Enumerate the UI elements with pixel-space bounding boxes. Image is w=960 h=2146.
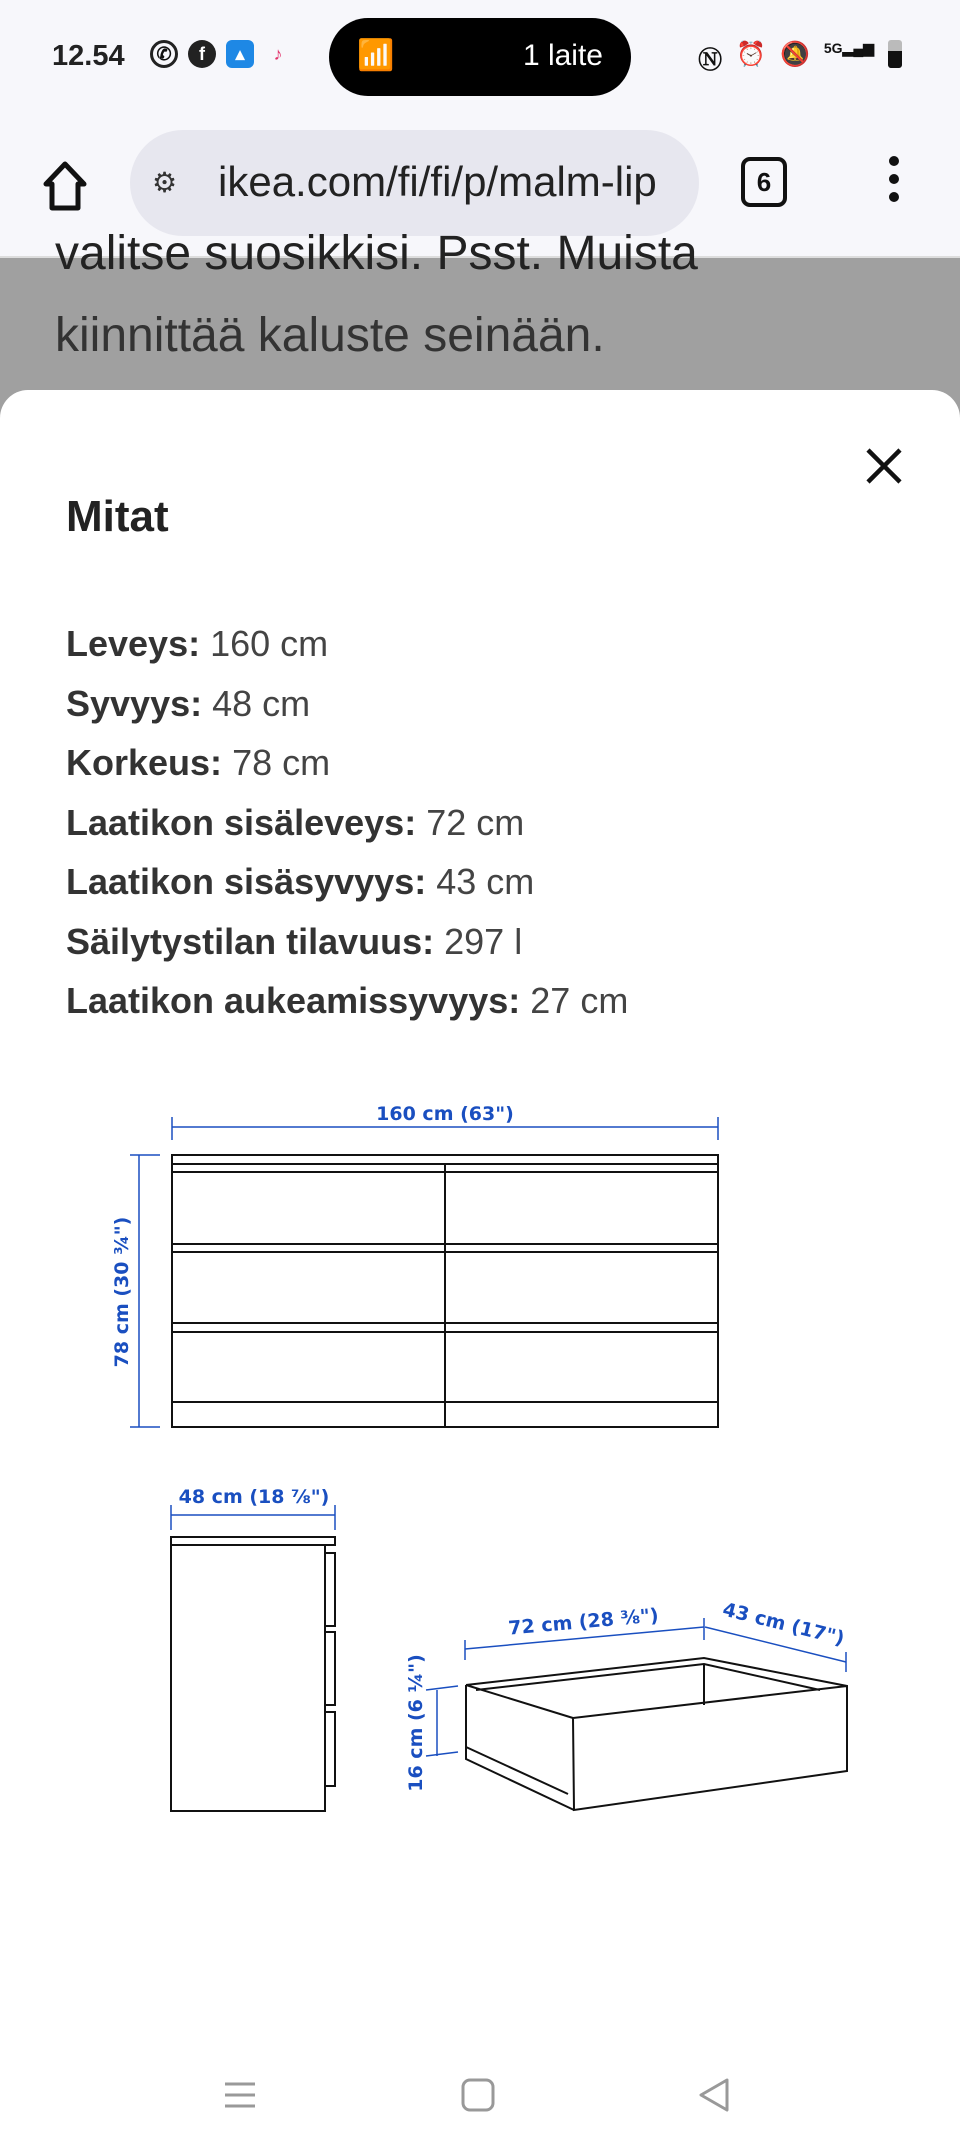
spec-value: 160 cm bbox=[210, 623, 329, 664]
network-label: 5G bbox=[823, 40, 843, 56]
url-text[interactable]: ikea.com/fi/fi/p/malm-lip bbox=[218, 158, 657, 205]
spec-value: 27 cm bbox=[530, 980, 629, 1021]
hotspot-icon: 📶 bbox=[357, 39, 395, 72]
alarm-icon: ⏰ bbox=[736, 41, 766, 68]
signal-icon: 5G▂▄▆ bbox=[823, 40, 874, 56]
mute-icon: 🔕 bbox=[779, 41, 810, 68]
background-text: valitse suosikkisi. Psst. Muista bbox=[55, 227, 698, 280]
drawer-width-label: 72 cm (28 ⅜") bbox=[507, 1604, 660, 1640]
clock: 12.54 bbox=[52, 40, 125, 72]
dimension-lines bbox=[130, 1117, 846, 1756]
spec-row bbox=[66, 674, 628, 734]
dimension-drawing bbox=[0, 1080, 960, 2000]
system-nav-bar bbox=[0, 2050, 960, 2146]
spec-label: Säilytystilan tilavuus: bbox=[66, 920, 435, 962]
front-view bbox=[172, 1155, 718, 1427]
spec-row bbox=[66, 852, 628, 912]
side-view bbox=[171, 1537, 335, 1811]
spec-value: 43 cm bbox=[436, 861, 535, 902]
spec-row bbox=[66, 793, 628, 853]
spec-label: Syvyys: bbox=[66, 682, 203, 724]
spec-value: 297 l bbox=[444, 920, 523, 962]
android-icon: ▴ bbox=[226, 40, 254, 68]
spec-row bbox=[66, 912, 628, 972]
spec-value: 48 cm bbox=[212, 682, 311, 724]
spec-label: Leveys: bbox=[66, 623, 201, 664]
spec-value: 72 cm bbox=[426, 801, 525, 843]
hotspot-label: 1 laite bbox=[522, 39, 603, 72]
spec-row bbox=[66, 614, 628, 674]
drawer-height-label: 16 cm (6 ¼") bbox=[405, 1654, 427, 1792]
width-label: 160 cm (63") bbox=[376, 1103, 514, 1125]
home-nav-icon[interactable] bbox=[453, 2070, 503, 2120]
tiktok-icon: ♪ bbox=[273, 43, 283, 64]
address-bar[interactable] bbox=[130, 130, 699, 236]
more-menu-icon[interactable] bbox=[880, 156, 908, 212]
nfc-icon: Ⓝ bbox=[698, 47, 723, 74]
back-icon[interactable] bbox=[689, 2070, 739, 2120]
spec-label: Korkeus: bbox=[66, 742, 223, 783]
spec-row bbox=[66, 971, 628, 1031]
sheet-heading: Mitat bbox=[66, 492, 169, 541]
depth-label: 48 cm (18 ⅞") bbox=[178, 1486, 330, 1508]
drawer-view bbox=[466, 1658, 847, 1810]
spec-label: Laatikon aukeamissyvyys: bbox=[66, 980, 521, 1021]
spec-label: Laatikon sisäleveys: bbox=[66, 801, 417, 843]
tab-switcher-button[interactable]: 6 bbox=[741, 157, 787, 207]
whatsapp-icon: ✆ bbox=[150, 40, 178, 68]
spec-label: Laatikon sisäsyvyys: bbox=[66, 861, 427, 902]
home-icon[interactable] bbox=[40, 158, 90, 214]
drawer-depth-label: 43 cm (17") bbox=[720, 1598, 847, 1650]
close-icon[interactable] bbox=[862, 444, 906, 488]
battery-icon bbox=[888, 40, 902, 68]
recent-apps-icon[interactable] bbox=[215, 2070, 265, 2120]
status-bar bbox=[0, 0, 960, 120]
spec-value: 78 cm bbox=[232, 742, 331, 783]
height-label: 78 cm (30 ¾") bbox=[111, 1216, 133, 1368]
background-text: kiinnittää kaluste seinään. bbox=[55, 309, 605, 362]
spec-list bbox=[66, 614, 628, 1031]
site-settings-icon[interactable]: ⚙ bbox=[152, 167, 178, 198]
spec-row bbox=[66, 733, 628, 793]
facebook-icon: f bbox=[188, 40, 216, 68]
hotspot-pill[interactable] bbox=[329, 18, 631, 96]
